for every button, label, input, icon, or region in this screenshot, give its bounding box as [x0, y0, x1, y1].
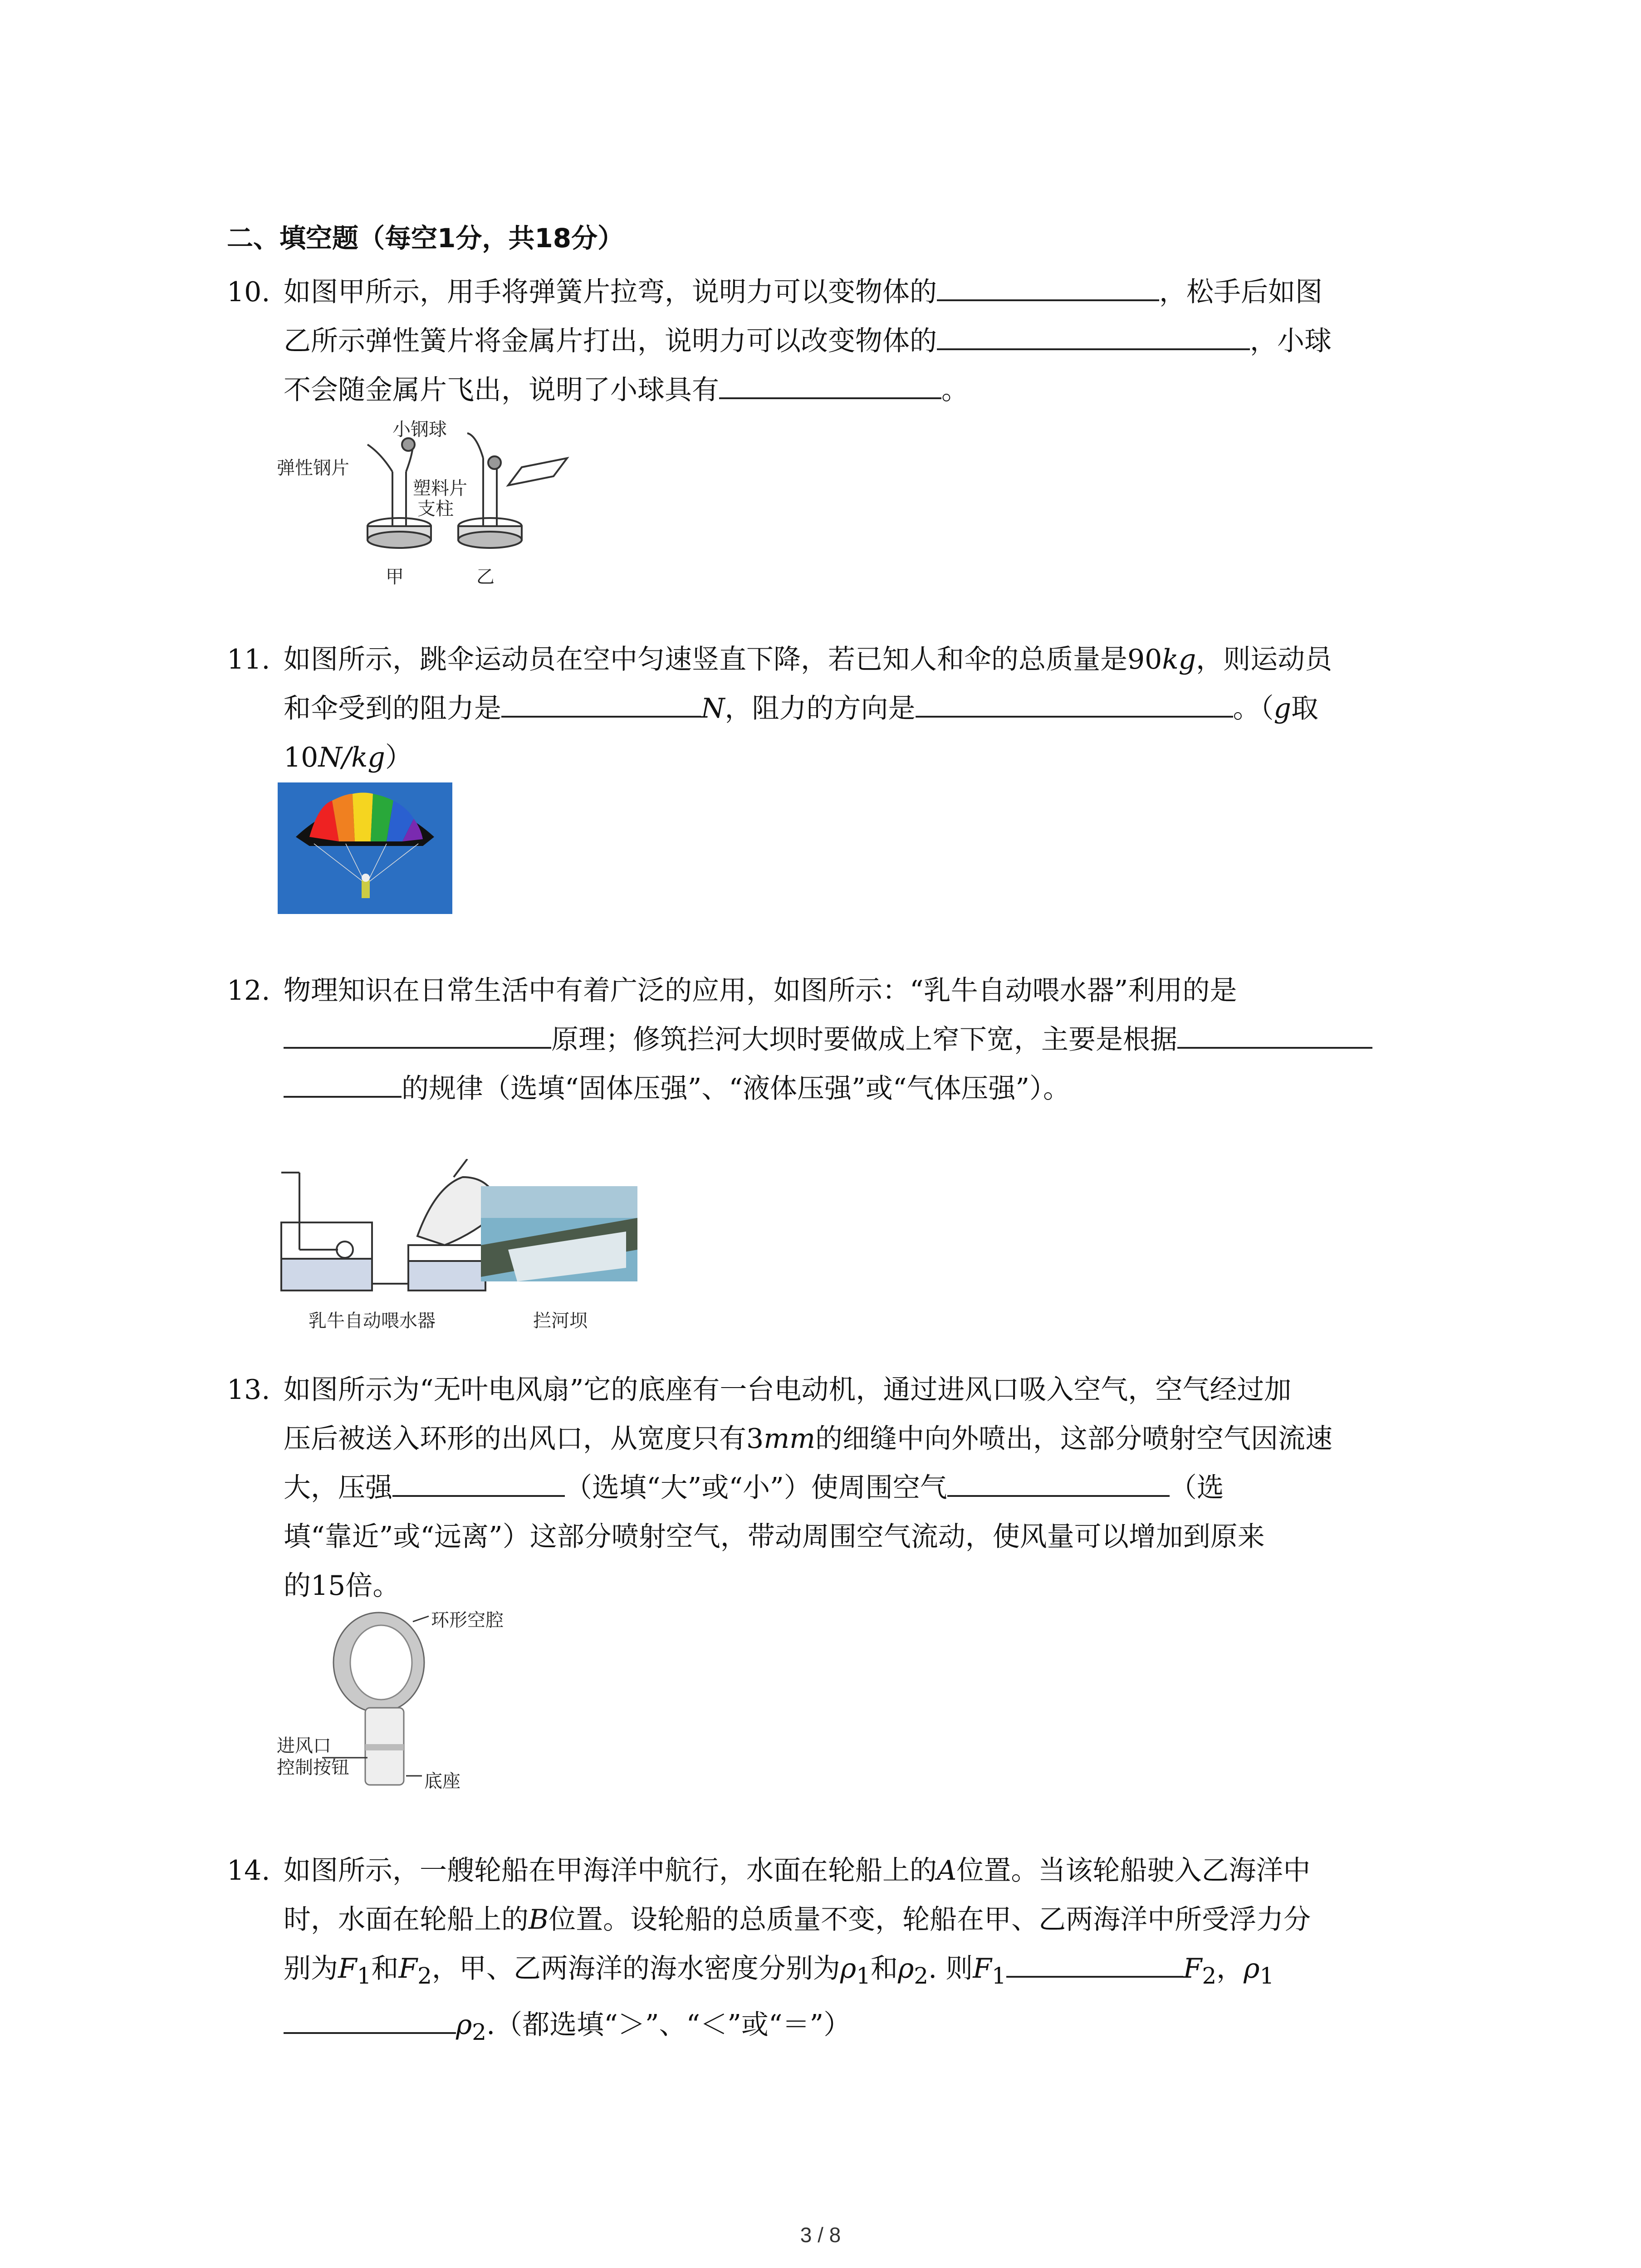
answer-blank[interactable]: [284, 2004, 456, 2034]
subscript: 1: [856, 1963, 871, 1989]
section-title: 二、填空题（每空1分，共18分）: [227, 223, 624, 254]
question-text: 的规律（选填“固体压强”、“液体压强”或“气体压强”）。: [402, 1073, 1071, 1105]
answer-blank[interactable]: [501, 688, 701, 718]
unit: N: [701, 693, 725, 724]
unit: g: [1274, 693, 1291, 724]
question-text: ，甲、乙两海洋的海水密度分别为: [431, 1953, 840, 1984]
question-text: 大，压强: [284, 1472, 392, 1504]
math-symbol: A: [937, 1855, 957, 1887]
label-post: 支柱: [417, 499, 454, 519]
unit: N/kg: [318, 742, 385, 773]
question-text: 如图甲所示，用手将弹簧片拉弯，说明力可以变物体的: [284, 276, 937, 308]
question-text: 填“靠近”或“远离”）这部分喷射空气，带动周围空气流动，使风量可以增加到原来: [284, 1521, 1265, 1553]
answer-blank[interactable]: [284, 1019, 551, 1049]
answer-blank[interactable]: [719, 369, 941, 399]
label-ball: 小钢球: [392, 419, 447, 440]
answer-blank[interactable]: [1177, 1019, 1372, 1049]
math-symbol: F: [973, 1953, 992, 1984]
question-text: ，: [1216, 1953, 1244, 1984]
math-symbol: B: [529, 1904, 549, 1936]
question-text: ，小球: [1250, 325, 1332, 357]
question-text: ）: [385, 742, 412, 773]
bladeless-fan-figure: [277, 1608, 531, 1794]
caption-yi: 乙: [476, 567, 495, 587]
subscript: 2: [417, 1963, 432, 1989]
parachute-photo: [278, 782, 452, 914]
math-symbol: F: [398, 1953, 418, 1984]
spring-experiment-figure: [277, 417, 572, 590]
question-text: 如图所示为“无叶电风扇”它的底座有一台电动机，通过进风口吸入空气，空气经过加: [284, 1374, 1292, 1406]
question-text: 位置。当该轮船驶入乙海洋中: [956, 1855, 1311, 1887]
label-spring: 弹性钢片: [277, 458, 349, 479]
question-text: 时，水面在轮船上的: [284, 1904, 529, 1936]
label-air-inlet: 进风口: [277, 1735, 331, 1756]
question-text: 和: [871, 1953, 898, 1984]
label-ring-cavity: 环形空腔: [431, 1610, 504, 1631]
unit: kg: [1162, 644, 1196, 675]
math-symbol: F: [1183, 1953, 1202, 1984]
label-control-button: 控制按钮: [277, 1757, 349, 1778]
question-text: 和伞受到的阻力是: [284, 693, 501, 724]
question-text: ，松手后如图: [1159, 276, 1323, 308]
answer-blank[interactable]: [937, 320, 1250, 350]
question-text: 物理知识在日常生活中有着广泛的应用，如图所示：“乳牛自动喂水器”利用的是: [284, 975, 1237, 1007]
question-text: 位置。设轮船的总质量不变，轮船在甲、乙两海洋中所受浮力分: [549, 1904, 1311, 1936]
question-11: [227, 635, 1461, 782]
question-text: 取: [1291, 693, 1318, 724]
question-text: 如图所示，一艘轮船在甲海洋中航行，水面在轮船上的: [284, 1855, 937, 1887]
question-number: 14.: [227, 1855, 270, 1887]
question-text: 不会随金属片飞出，说明了小球具有: [284, 374, 719, 406]
answer-blank[interactable]: [284, 1068, 402, 1098]
math-symbol: ρ: [840, 1953, 857, 1984]
math-symbol: ρ: [456, 2009, 472, 2041]
label-base: 底座: [424, 1771, 460, 1792]
subscript: 2: [914, 1963, 929, 1989]
question-text: .: [486, 2009, 495, 2041]
page-number: 3 / 8: [800, 2223, 841, 2247]
question-text: 则: [945, 1953, 973, 1984]
caption-dam: 拦河坝: [533, 1310, 588, 1331]
question-text: 压后被送入环形的出风口，从宽度只有3: [284, 1423, 764, 1455]
question-13: [227, 1365, 1461, 1610]
question-text: 乙所示弹性簧片将金属片打出，说明力可以改变物体的: [284, 325, 937, 357]
math-symbol: ρ: [1244, 1953, 1260, 1984]
answer-blank[interactable]: [947, 1467, 1170, 1497]
parachute-drawing: [278, 782, 452, 914]
question-number: 10.: [227, 276, 270, 308]
feeder-dam-drawing: [272, 1159, 916, 1331]
answer-blank[interactable]: [937, 271, 1159, 301]
question-text: 原理；修筑拦河大坝时要做成上窄下宽，主要是根据: [551, 1024, 1177, 1056]
caption-jia: 甲: [386, 567, 404, 587]
water-feeder-and-dam-figure: [272, 1159, 916, 1331]
question-text: 和: [371, 1953, 399, 1984]
question-10: [227, 268, 1461, 415]
caption-water-feeder: 乳牛自动喂水器: [309, 1310, 436, 1331]
question-text: 别为: [284, 1953, 338, 1984]
question-text: 的细缝中向外喷出，这部分喷射空气因流速: [815, 1423, 1332, 1455]
question-text: 的15倍。: [284, 1570, 400, 1602]
question-text: 10: [284, 742, 318, 773]
question-text: ，阻力的方向是: [725, 693, 916, 724]
question-text: 。: [941, 374, 969, 406]
math-symbol: F: [338, 1953, 357, 1984]
subscript: 2: [472, 2019, 487, 2045]
question-text: （都选填“＞”、“＜”或“＝”）: [495, 2009, 851, 2041]
question-text: 。（: [1233, 693, 1274, 724]
subscript: 2: [1202, 1963, 1217, 1989]
answer-blank[interactable]: [1006, 1948, 1183, 1978]
question-text: 如图所示，跳伞运动员在空中匀速竖直下降，若已知人和伞的总质量是90: [284, 644, 1162, 675]
unit: mm: [764, 1423, 815, 1455]
question-12: [227, 966, 1461, 1113]
subscript: 1: [357, 1963, 372, 1989]
question-number: 12.: [227, 975, 270, 1007]
answer-blank[interactable]: [392, 1467, 565, 1497]
question-number: 11.: [227, 644, 270, 675]
question-text: ，则运动员: [1196, 644, 1332, 675]
question-number: 13.: [227, 1374, 270, 1406]
subscript: 1: [1259, 1963, 1274, 1989]
answer-blank[interactable]: [916, 688, 1233, 718]
question-text: .: [928, 1953, 937, 1984]
label-plastic: 塑料片: [413, 478, 467, 499]
question-text: （选: [1169, 1472, 1224, 1504]
question-text: （选填“大”或“小”）使周围空气: [565, 1472, 947, 1504]
math-symbol: ρ: [898, 1953, 914, 1984]
subscript: 1: [991, 1963, 1006, 1989]
question-14: [227, 1846, 1461, 2057]
